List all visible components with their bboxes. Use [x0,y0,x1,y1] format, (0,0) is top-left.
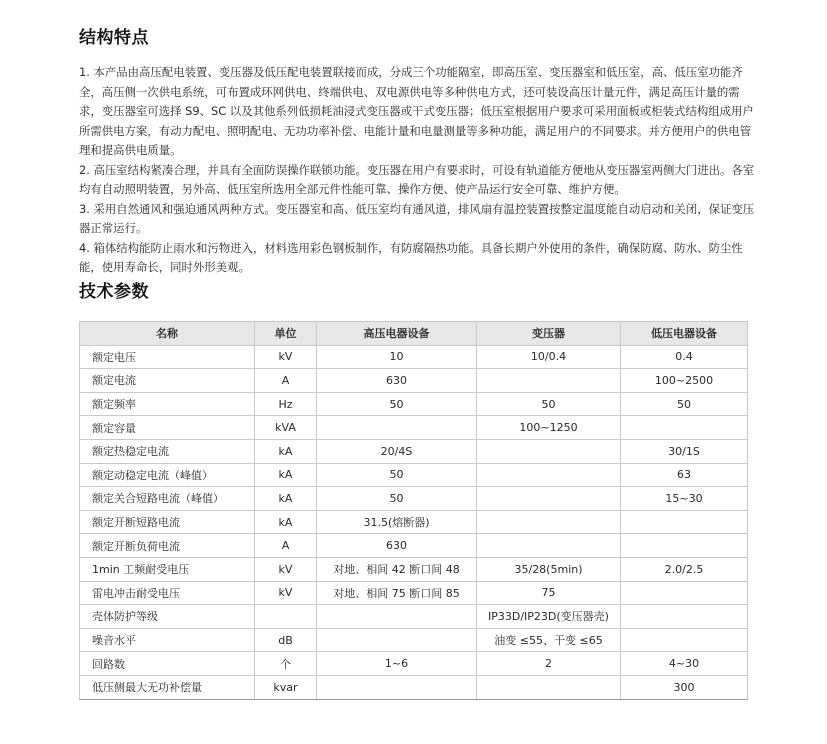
lv-value: 30/1S [621,439,748,463]
lv-value: 63 [621,463,748,487]
transformer-value: 油变 ≤55、干变 ≤65 [477,628,621,652]
feature-paragraph-4: 4. 箱体结构能防止雨水和污物进入，材料选用彩色钢板制作，有防腐隔热功能。具备长期户外使用的条件，确保防腐、防水、防尘性能，使用寿命长，同时外形美观。 [79,240,743,274]
table-row [80,510,748,534]
hv-value: 50 [317,487,477,511]
spec-table [79,321,748,700]
param-name: 回路数 [80,652,255,676]
lv-value: 0.4 [621,345,748,369]
lv-value: 50 [621,392,748,416]
feature-paragraph-3: 3. 采用自然通风和强迫通风两种方式。变压器室和高、低压室均有通风道，排风扇有温控装置按整定温度能自动启动和关闭，保证变压器正常运行。 [79,201,755,235]
table-row [80,628,748,652]
param-name: 额定容量 [80,416,255,440]
param-unit: kV [255,557,317,581]
hv-value: 31.5(熔断器) [317,510,477,534]
param-name: 额定电压 [80,345,255,369]
hv-value: 20/4S [317,439,477,463]
lv-value: 300 [621,675,748,699]
table-row [80,487,748,511]
param-unit: kA [255,487,317,511]
hv-value: 50 [317,392,477,416]
feature-paragraph-1: 1. 本产品由高压配电装置、变压器及低压配电装置联接而成，分成三个功能隔室，即高压室、变压器室和低压室，高、低压室功能齐全，高压侧一次供电系统，可布置成环网供电、终端供电、双电源供电等多种供电方式，还可装设高压计量元件，满足高压计量的需求，变压器室可选择 S9、SC 以及其他系列低损耗油浸式变压器或干式变压器；低压室根据用户要求可采用面板或柜装式结构组成用户所需供电方案，有动力配电、照明配电、无功功率补偿、电能计量和电量测量等多种功能，满足用户的不同要求。并方便用户的供电管理和提高供电质量。 [79,65,754,157]
lv-value [621,628,748,652]
features-text [79,63,755,278]
param-unit: Hz [255,392,317,416]
section-title-specs: 技术参数 [79,282,149,302]
hv-value [317,675,477,699]
transformer-value [477,439,621,463]
lv-value [621,534,748,558]
table-row [80,369,748,393]
param-unit: 个 [255,652,317,676]
feature-paragraph-2: 2. 高压室结构紧凑合理，并具有全面防误操作联锁功能。变压器在用户有要求时，可设有轨道能方便地从变压器室两侧大门进出。各室均有自动照明装置，另外高、低压室所选用全部元件性能可靠、操作方便、使产品运行安全可靠、维护方便。 [79,162,755,196]
param-name: 噪音水平 [80,628,255,652]
param-name: 壳体防护等级 [80,605,255,629]
table-row [80,416,748,440]
param-name: 额定动稳定电流（峰值） [80,463,255,487]
hv-value: 对地、相间 75 断口间 85 [317,581,477,605]
lv-value: 4~30 [621,652,748,676]
param-name: 雷电冲击耐受电压 [80,581,255,605]
hv-value: 1~6 [317,652,477,676]
lv-value: 2.0/2.5 [621,557,748,581]
table-row [80,605,748,629]
param-name: 额定开断负荷电流 [80,534,255,558]
param-unit: dB [255,628,317,652]
lv-value [621,581,748,605]
param-name: 额定开断短路电流 [80,510,255,534]
col-header-unit: 单位 [255,322,317,346]
param-name: 额定热稳定电流 [80,439,255,463]
param-unit: kVA [255,416,317,440]
param-unit: A [255,369,317,393]
transformer-value [477,487,621,511]
table-row [80,581,748,605]
transformer-value: 2 [477,652,621,676]
hv-value: 630 [317,534,477,558]
hv-value: 630 [317,369,477,393]
col-header-lv: 低压电器设备 [621,322,748,346]
section-title-structure: 结构特点 [79,28,149,48]
transformer-value: 50 [477,392,621,416]
transformer-value: 35/28(5min) [477,557,621,581]
param-name: 额定电流 [80,369,255,393]
table-row [80,652,748,676]
transformer-value: IP33D/IP23D(变压器壳) [477,605,621,629]
hv-value: 10 [317,345,477,369]
table-row [80,534,748,558]
lv-value: 100~2500 [621,369,748,393]
col-header-transformer: 变压器 [477,322,621,346]
param-name: 1min 工频耐受电压 [80,557,255,581]
lv-value [621,416,748,440]
table-row [80,392,748,416]
param-unit: kA [255,510,317,534]
table-row [80,463,748,487]
transformer-value [477,534,621,558]
table-row [80,675,748,699]
param-unit: kV [255,581,317,605]
param-unit [255,605,317,629]
param-name: 额定频率 [80,392,255,416]
hv-value: 50 [317,463,477,487]
param-unit: kV [255,345,317,369]
transformer-value [477,369,621,393]
table-row [80,345,748,369]
transformer-value: 75 [477,581,621,605]
transformer-value [477,510,621,534]
param-name: 额定关合短路电流（峰值） [80,487,255,511]
lv-value: 15~30 [621,487,748,511]
param-unit: kA [255,463,317,487]
transformer-value: 10/0.4 [477,345,621,369]
table-row [80,439,748,463]
param-unit: kA [255,439,317,463]
spec-header-row [80,322,748,346]
col-header-hv: 高压电器设备 [317,322,477,346]
table-row [80,557,748,581]
col-header-name: 名称 [80,322,255,346]
hv-value: 对地、相间 42 断口间 48 [317,557,477,581]
transformer-value [477,675,621,699]
hv-value [317,628,477,652]
param-unit: kvar [255,675,317,699]
lv-value [621,510,748,534]
param-name: 低压侧最大无功补偿量 [80,675,255,699]
param-unit: A [255,534,317,558]
hv-value [317,605,477,629]
transformer-value: 100~1250 [477,416,621,440]
transformer-value [477,463,621,487]
lv-value [621,605,748,629]
hv-value [317,416,477,440]
